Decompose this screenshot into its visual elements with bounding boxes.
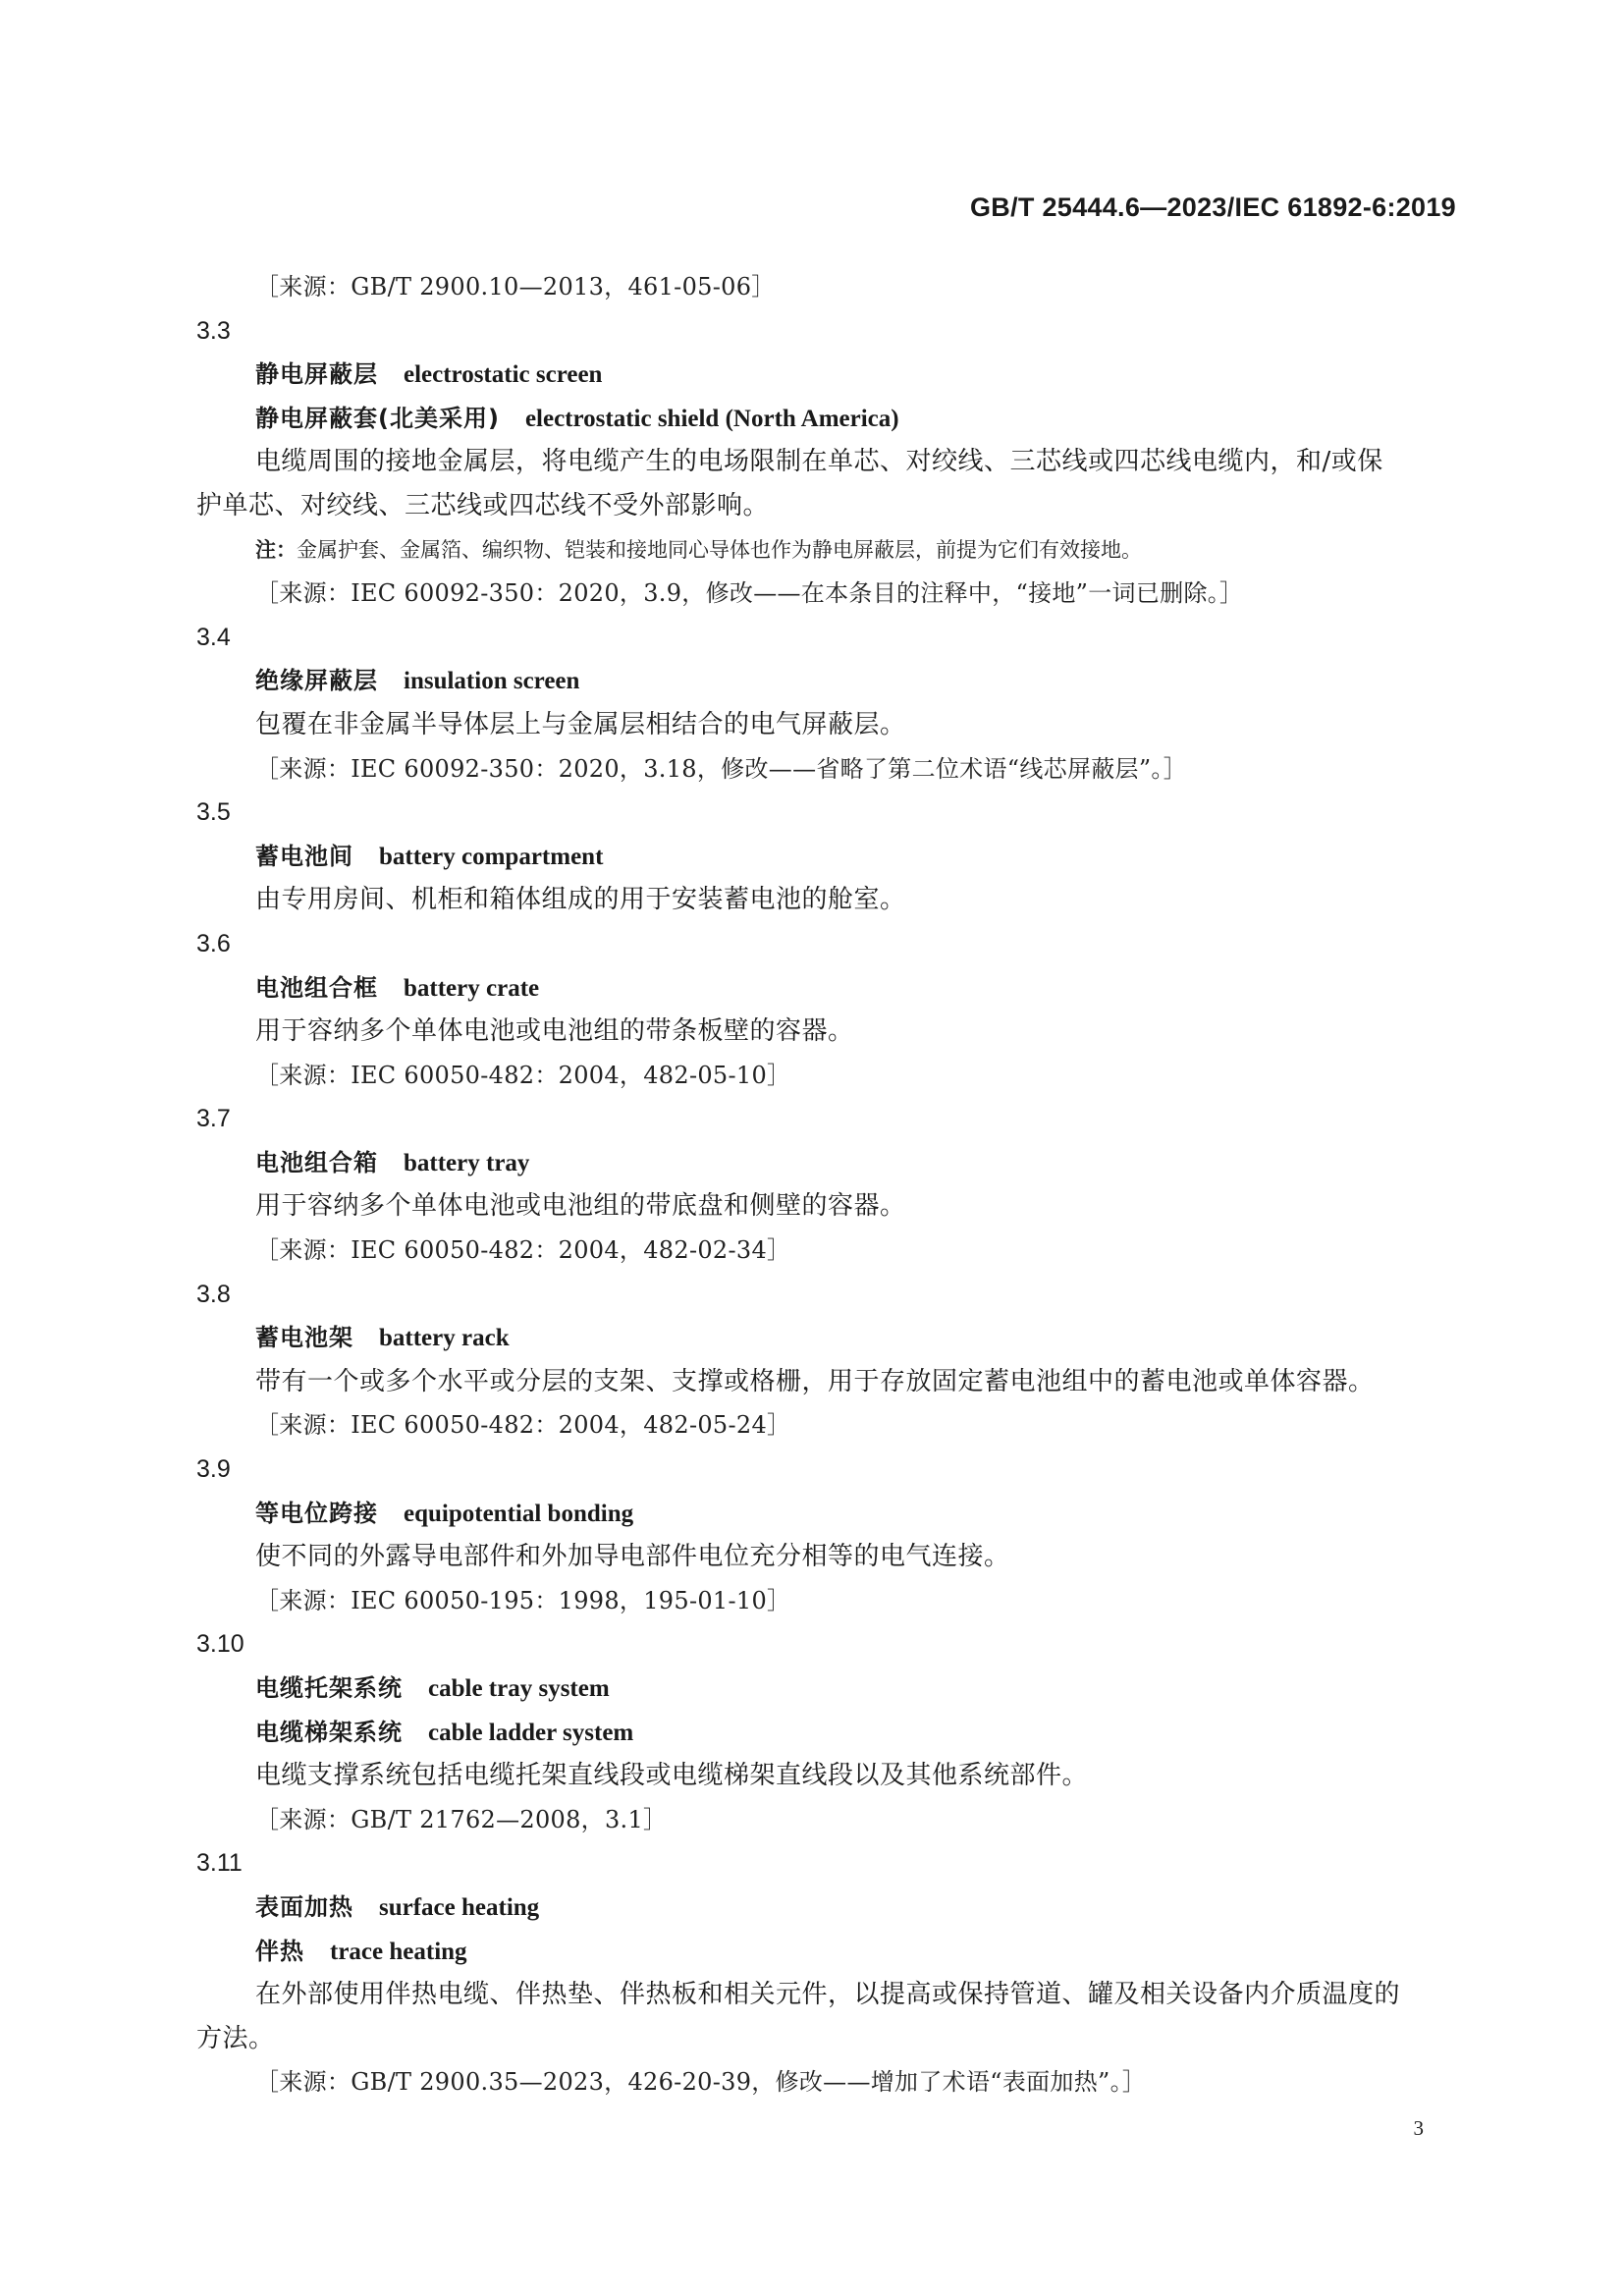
term-source: ［来源：IEC 60050-482：2004，482-05-10］ (255, 1061, 791, 1089)
clause-number: 3.3 (196, 316, 231, 345)
term-english: battery rack (379, 1325, 510, 1352)
term-entry (255, 353, 1463, 397)
term-definition: 电缆支撑系统包括电缆托架直线段或电缆梯架直线段以及其他系统部件。 (255, 1761, 1089, 1791)
clause-number: 3.8 (196, 1280, 231, 1308)
term-entry (255, 1886, 1463, 1930)
term-english: battery tray (404, 1149, 530, 1176)
term-definition (196, 1973, 1463, 2060)
term-source: ［来源：IEC 60092-350：2020，3.9，修改——在本条目的注释中，“接地”一词已删除。］ (255, 579, 1244, 608)
term-entry (255, 835, 1463, 879)
term-source: ［来源：GB/T 21762—2008，3.1］ (255, 1805, 668, 1833)
term-source: ［来源：IEC 60050-482：2004，482-05-24］ (255, 1411, 791, 1440)
term-english: cable tray system (428, 1675, 610, 1702)
term-definition: 带有一个或多个水平或分层的支架、支撑或格栅，用于存放固定蓄电池组中的蓄电池或单体容器。 (255, 1366, 1375, 1396)
term-note (255, 528, 1463, 573)
term-english: electrostatic shield (North America) (524, 405, 899, 432)
term-chinese: 静电屏蔽层 (255, 360, 378, 389)
clause-number: 3.7 (196, 1105, 231, 1133)
term-source: ［来源：IEC 60050-195：1998，195-01-10］ (255, 1586, 791, 1614)
term-definition: 用于容纳多个单体电池或电池组的带条板壁的容器。 (255, 1016, 854, 1047)
term-english: cable ladder system (428, 1719, 634, 1746)
term-chinese: 电池组合框 (255, 973, 378, 1002)
term-source: ［来源：IEC 60050-482：2004，482-02-34］ (255, 1236, 791, 1265)
term-entry (255, 1711, 1463, 1755)
term-chinese: 绝缘屏蔽层 (255, 667, 378, 695)
term-chinese: 表面加热 (255, 1892, 353, 1921)
clause-number: 3.4 (196, 623, 231, 651)
page-number: 3 (1413, 2116, 1424, 2140)
term-definition: 由专用房间、机柜和箱体组成的用于安装蓄电池的舱室。 (255, 885, 906, 915)
document-header: GB/T 25444.6—2023/IEC 61892-6:2019 (969, 192, 1456, 222)
term-english: equipotential bonding (404, 1500, 634, 1527)
term-source: ［来源：IEC 60092-350：2020，3.18，修改——省略了第二位术语“线芯屏蔽层”。］ (255, 754, 1188, 783)
term-entry (255, 659, 1463, 703)
document-body (196, 265, 1463, 2105)
term-definition: 包覆在非金属半导体层上与金属层相结合的电气屏蔽层。 (255, 709, 906, 739)
term-chinese: 蓄电池架 (255, 1324, 353, 1352)
clause-number: 3.6 (196, 929, 231, 957)
note-text: 金属护套、金属箔、编织物、铠装和接地同心导体也作为静电屏蔽层，前提为它们有效接地。 (297, 537, 1142, 562)
definition-line: 在外部使用伴热电缆、伴热垫、伴热板和相关元件，以提高或保持管道、罐及相关设备内介质温度的 (255, 1980, 1401, 2010)
term-source: ［来源：GB/T 2900.10—2013，461-05-06］ (255, 273, 776, 301)
term-chinese: 电池组合箱 (255, 1148, 378, 1176)
definition-line: 方法。 (196, 2023, 275, 2053)
term-entry (255, 1492, 1463, 1536)
term-entry (255, 397, 1463, 441)
clause-number: 3.5 (196, 798, 231, 827)
term-entry (255, 1930, 1463, 1974)
term-entry (255, 1667, 1463, 1711)
note-label: 注： (255, 537, 297, 562)
clause-number: 3.11 (196, 1849, 243, 1878)
term-chinese: 电缆托架系统 (255, 1674, 403, 1702)
definition-line: 护单芯、对绞线、三芯线或四芯线不受外部影响。 (196, 490, 770, 520)
term-definition (196, 440, 1463, 527)
term-english: insulation screen (404, 668, 580, 695)
term-english: battery crate (404, 974, 540, 1002)
term-chinese: 伴热 (255, 1937, 304, 1965)
term-chinese: 静电屏蔽套(北美采用) (255, 404, 500, 432)
term-chinese: 等电位跨接 (255, 1499, 378, 1527)
term-chinese: 电缆梯架系统 (255, 1718, 403, 1746)
term-entry (255, 1141, 1463, 1185)
term-source: ［来源：GB/T 2900.35—2023，426-20-39，修改——增加了术语“表面加热”。］ (255, 2068, 1147, 2097)
clause-number: 3.9 (196, 1455, 231, 1484)
term-english: surface heating (379, 1893, 540, 1921)
term-chinese: 蓄电池间 (255, 842, 353, 870)
clause-number: 3.10 (196, 1630, 244, 1659)
term-entry (255, 1316, 1463, 1360)
term-definition: 用于容纳多个单体电池或电池组的带底盘和侧壁的容器。 (255, 1191, 906, 1222)
term-english: battery compartment (379, 843, 604, 870)
term-english: electrostatic screen (404, 361, 603, 389)
term-english: trace heating (330, 1938, 467, 1965)
term-entry (255, 966, 1463, 1011)
definition-line: 电缆周围的接地金属层，将电缆产生的电场限制在单芯、对绞线、三芯线或四芯线电缆内，和/或保 (255, 447, 1383, 477)
term-definition: 使不同的外露导电部件和外加导电部件电位充分相等的电气连接。 (255, 1542, 1010, 1572)
